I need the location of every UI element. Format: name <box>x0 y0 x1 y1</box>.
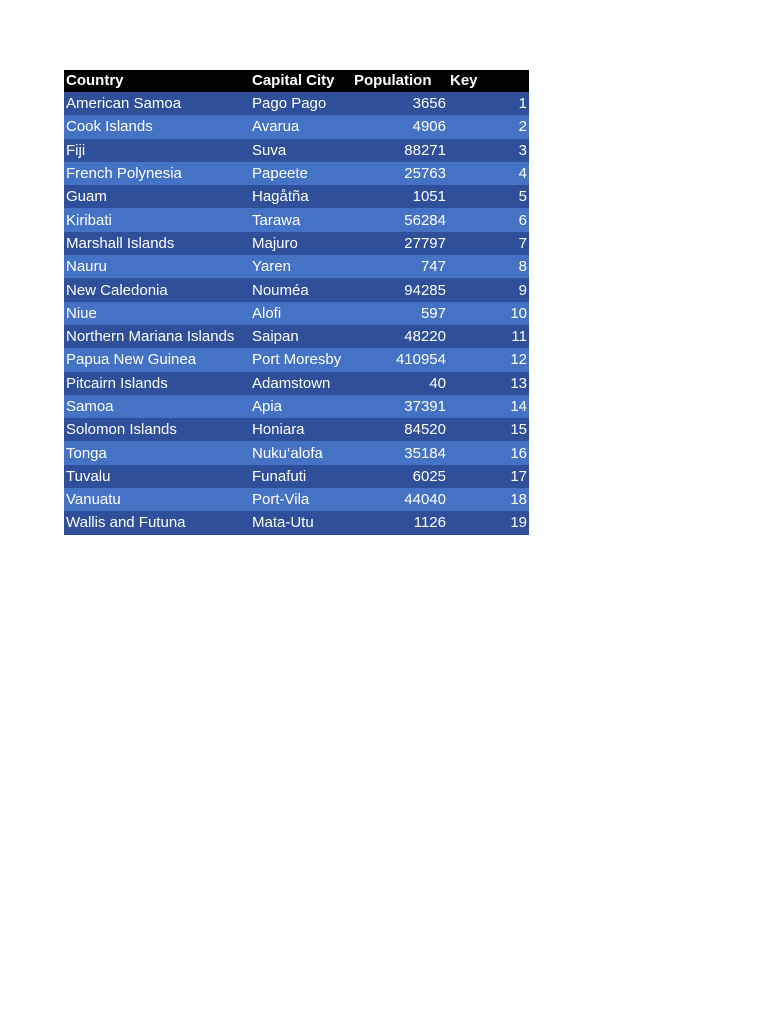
cell-country[interactable]: Papua New Guinea <box>64 348 250 371</box>
cell-key[interactable]: 4 <box>448 162 529 185</box>
cell-key[interactable]: 2 <box>448 115 529 138</box>
cell-key[interactable]: 8 <box>448 255 529 278</box>
cell-capital-city[interactable]: Port Moresby <box>250 348 352 371</box>
header-key[interactable]: Key <box>448 70 529 92</box>
table-row <box>64 162 529 185</box>
table-row <box>64 372 529 395</box>
cell-population[interactable]: 410954 <box>352 348 448 371</box>
cell-key[interactable]: 15 <box>448 418 529 441</box>
cell-capital-city[interactable]: Majuro <box>250 232 352 255</box>
cell-population[interactable]: 56284 <box>352 208 448 231</box>
cell-key[interactable]: 16 <box>448 441 529 464</box>
cell-population[interactable]: 88271 <box>352 139 448 162</box>
cell-population[interactable]: 6025 <box>352 465 448 488</box>
table-row <box>64 232 529 255</box>
cell-key[interactable]: 12 <box>448 348 529 371</box>
cell-country[interactable]: Marshall Islands <box>64 232 250 255</box>
cell-key[interactable]: 9 <box>448 278 529 301</box>
cell-capital-city[interactable]: Hagåtña <box>250 185 352 208</box>
cell-key[interactable]: 10 <box>448 302 529 325</box>
table-row <box>64 302 529 325</box>
table-row <box>64 185 529 208</box>
cell-capital-city[interactable]: Saipan <box>250 325 352 348</box>
cell-capital-city[interactable]: Yaren <box>250 255 352 278</box>
table-row <box>64 511 529 534</box>
cell-population[interactable]: 48220 <box>352 325 448 348</box>
cell-country[interactable]: Pitcairn Islands <box>64 372 250 395</box>
cell-population[interactable]: 747 <box>352 255 448 278</box>
cell-population[interactable]: 37391 <box>352 395 448 418</box>
cell-country[interactable]: Guam <box>64 185 250 208</box>
table-row <box>64 115 529 138</box>
cell-capital-city[interactable]: Funafuti <box>250 465 352 488</box>
cell-key[interactable]: 7 <box>448 232 529 255</box>
cell-country[interactable]: Wallis and Futuna <box>64 511 250 534</box>
cell-key[interactable]: 5 <box>448 185 529 208</box>
cell-country[interactable]: Kiribati <box>64 208 250 231</box>
table-row <box>64 278 529 301</box>
table-row <box>64 92 529 115</box>
cell-population[interactable]: 84520 <box>352 418 448 441</box>
table-row <box>64 395 529 418</box>
cell-capital-city[interactable]: Apia <box>250 395 352 418</box>
cell-capital-city[interactable]: Honiara <box>250 418 352 441</box>
cell-population[interactable]: 4906 <box>352 115 448 138</box>
countries-table <box>64 70 529 535</box>
header-capital-city[interactable]: Capital City <box>250 70 352 92</box>
cell-population[interactable]: 597 <box>352 302 448 325</box>
cell-key[interactable]: 17 <box>448 465 529 488</box>
cell-population[interactable]: 40 <box>352 372 448 395</box>
cell-capital-city[interactable]: Tarawa <box>250 208 352 231</box>
cell-population[interactable]: 3656 <box>352 92 448 115</box>
cell-country[interactable]: Nauru <box>64 255 250 278</box>
cell-country[interactable]: Vanuatu <box>64 488 250 511</box>
cell-population[interactable]: 25763 <box>352 162 448 185</box>
cell-country[interactable]: Tuvalu <box>64 465 250 488</box>
cell-capital-city[interactable]: Nuku‘alofa <box>250 441 352 464</box>
cell-key[interactable]: 18 <box>448 488 529 511</box>
cell-key[interactable]: 3 <box>448 139 529 162</box>
cell-capital-city[interactable]: Papeete <box>250 162 352 185</box>
cell-capital-city[interactable]: Nouméa <box>250 278 352 301</box>
cell-key[interactable]: 6 <box>448 208 529 231</box>
table-row <box>64 325 529 348</box>
cell-country[interactable]: Niue <box>64 302 250 325</box>
table-row <box>64 208 529 231</box>
table-row <box>64 418 529 441</box>
cell-population[interactable]: 27797 <box>352 232 448 255</box>
cell-key[interactable]: 11 <box>448 325 529 348</box>
cell-population[interactable]: 1126 <box>352 511 448 534</box>
table-header-row <box>64 70 529 92</box>
table-body <box>64 92 529 535</box>
cell-population[interactable]: 94285 <box>352 278 448 301</box>
cell-key[interactable]: 14 <box>448 395 529 418</box>
cell-country[interactable]: French Polynesia <box>64 162 250 185</box>
cell-capital-city[interactable]: Mata-Utu <box>250 511 352 534</box>
cell-country[interactable]: New Caledonia <box>64 278 250 301</box>
cell-country[interactable]: Samoa <box>64 395 250 418</box>
cell-country[interactable]: American Samoa <box>64 92 250 115</box>
table-row <box>64 488 529 511</box>
cell-country[interactable]: Solomon Islands <box>64 418 250 441</box>
cell-population[interactable]: 35184 <box>352 441 448 464</box>
table-row <box>64 255 529 278</box>
header-population[interactable]: Population <box>352 70 448 92</box>
cell-key[interactable]: 19 <box>448 511 529 534</box>
table-row <box>64 441 529 464</box>
cell-key[interactable]: 13 <box>448 372 529 395</box>
cell-country[interactable]: Tonga <box>64 441 250 464</box>
cell-capital-city[interactable]: Adamstown <box>250 372 352 395</box>
cell-country[interactable]: Cook Islands <box>64 115 250 138</box>
cell-country[interactable]: Northern Mariana Islands <box>64 325 250 348</box>
table-row <box>64 465 529 488</box>
cell-capital-city[interactable]: Alofi <box>250 302 352 325</box>
header-country[interactable]: Country <box>64 70 250 92</box>
spreadsheet-table-container <box>64 70 529 535</box>
cell-capital-city[interactable]: Port-Vila <box>250 488 352 511</box>
table-row <box>64 348 529 371</box>
cell-capital-city[interactable]: Suva <box>250 139 352 162</box>
cell-population[interactable]: 1051 <box>352 185 448 208</box>
cell-capital-city[interactable]: Pago Pago <box>250 92 352 115</box>
cell-population[interactable]: 44040 <box>352 488 448 511</box>
cell-country[interactable]: Fiji <box>64 139 250 162</box>
table-row <box>64 139 529 162</box>
cell-key[interactable]: 1 <box>448 92 529 115</box>
cell-capital-city[interactable]: Avarua <box>250 115 352 138</box>
